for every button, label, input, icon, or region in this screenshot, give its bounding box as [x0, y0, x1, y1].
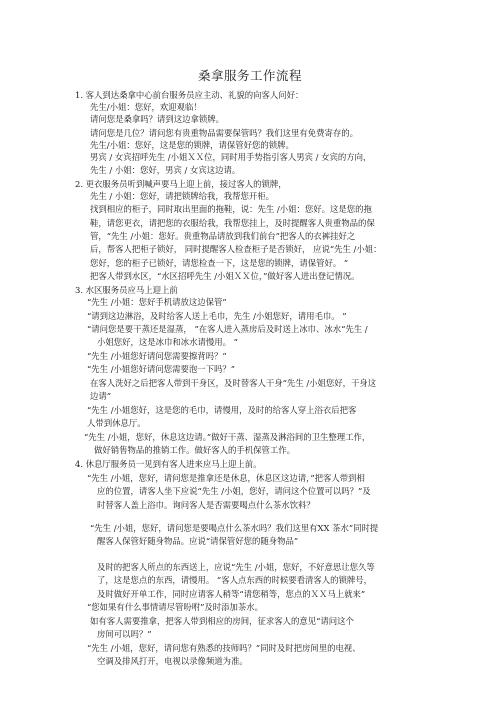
text-line: “先生 /小姐您好请问您需要擦背吗？” — [87, 351, 227, 361]
text-line: “先生 /小姐，您好，请问您是要喝点什么茶水吗？我们这里有XX 茶水”同时提 — [90, 523, 379, 533]
text-line: 应的位置，请客人坐下应说“先生 /小姐，您好，请问这个位置可以吗？”及 — [97, 486, 371, 496]
text-line: “先生 /小姐，您好，请问您有熟悉的技师吗？”同时及时把房间里的电视、 — [87, 643, 361, 653]
text-line: 先生/小姐：您好，欢迎观临！ — [90, 102, 202, 112]
text-line: “先生 /小姐，您好，请问您是推拿还是休息，休息区这边请，”把客人带到相 — [87, 473, 365, 483]
text-line: “请问您是要干蒸还是湿蒸， ”在客人进入蒸房后及时送上冰巾、冰水“先生 / — [87, 324, 368, 334]
text-line: 在客人洗好之后把客人带到干身区，及时替客人干身“先生 /小姐您好，干身这 — [90, 378, 377, 388]
section-2-heading: 2. 更衣服务员听到喊声要马上迎上前，接过客人的锁牌， — [75, 179, 287, 189]
text-line: 做好销售物品的推销工作。做好客人的手机保管工作。 — [94, 445, 295, 455]
text-line: 请问您是桑拿吗？请到这边拿锁牌。 — [90, 114, 224, 124]
text-line: “先生 /小姐，您好，休息这边请。”做好干蒸、湿蒸及淋浴间的卫生整理工作， — [84, 432, 371, 442]
text-line: 先生 / 小姐：您好，男宾 / 女宾这边请。 — [90, 165, 241, 175]
text-line: 找到相应的柜子，同时取出里面的拖鞋，说：先生 /小姐：您好。这是您的拖 — [90, 204, 372, 214]
text-line: 请问您是几位？请问您有贵重物品需要保管吗？我们这里有免费寄存的。 — [90, 128, 358, 138]
text-line: 您好，您的柜子已锁好，请您检查一下，这是您的锁牌，请保管好。 ” — [90, 258, 349, 268]
text-line: 如有客人需要推拿，把客人带到相应的房间，征求客人的意见“请问这个 — [90, 616, 354, 626]
text-line: 后，帮客人把柜子锁好， 同时提醒客人检查柜子是否锁好， 应说“先生 /小姐： — [90, 244, 382, 254]
text-line: “请到这边淋浴，及时给客人送上毛巾，先生 /小姐您好，请用毛巾。 ” — [87, 311, 347, 321]
document-title: 桑拿服务工作流程 — [197, 68, 302, 83]
text-line: 及时的把客人所点的东西送上，应说“先生 /小姐，您好，不好意思让您久等 — [97, 562, 375, 572]
text-line: “您如果有什么事情请尽管吩咐”及时添加茶水。 — [87, 602, 264, 612]
text-line: 人带到休息厅。 — [87, 418, 146, 428]
text-line: 醒客人保管好随身物品。应说“请保管好您的随身物品” — [97, 536, 299, 546]
text-line: 男宾 / 女宾招呼先生 /小姐ＸＸ位，同时用手势指引客人男宾 / 女宾的方向， — [90, 152, 372, 162]
section-4-heading: 4. 休息厅服务员一见到有客人进来应马上迎上前。 — [75, 459, 262, 469]
text-line: 房间可以吗？” — [97, 629, 152, 639]
text-line: 及时做好开单工作，同时应请客人稍等“请您稍等，您点的ＸＸ马上就来” — [97, 589, 366, 599]
text-line: “先生 /小姐您好请问您需要泡一下吗？” — [87, 364, 236, 374]
text-line: “先生 /小姐：您好手机请放这边保管” — [87, 297, 227, 307]
text-line: 空调及排风打开，电视以录像频道为准。 — [97, 656, 248, 666]
section-1-heading: 1. 客人到达桑拿中心前台服务员应主动、礼貌的向客人问好： — [75, 90, 304, 100]
text-line: 了，这是您点的东西，请慢用。 ”客人点东西的时候要看清客人的锁牌号， — [97, 575, 372, 585]
text-line: 先生 / 小姐：您好，请把锁牌给我，我帮您开柜。 — [90, 191, 275, 201]
text-line: “先生 /小姐您好，这是您的毛巾，请慢用，及时的给客人穿上浴衣后把客 — [87, 405, 357, 415]
text-line: 管，“先生 /小姐：您好。贵重物品请放到我们前台”把客人的衣裤挂好之 — [90, 231, 356, 241]
section-3-heading: 3. 水区服务员应马上迎上前 — [75, 285, 178, 295]
text-line: 小姐您好，这是冰巾和冰水请慢用。 ” — [97, 337, 238, 347]
text-line: 边请” — [90, 391, 112, 401]
text-line: 先生/小姐：您好，这是您的锁牌，请保管好您的锁牌。 — [90, 140, 294, 150]
text-line: 时替客人盖上浴巾。询问客人是否需要喝点什么茶水饮料？ — [97, 500, 315, 510]
text-line: 鞋，请您更衣，请把您的衣服给我，我帮您挂上，及时提醒客人贵重物品的保 — [90, 218, 375, 228]
text-line: 把客人带到水区，“水区招呼先生 /小姐ＸＸ位，”做好客人进出登记情况。 — [90, 271, 360, 281]
